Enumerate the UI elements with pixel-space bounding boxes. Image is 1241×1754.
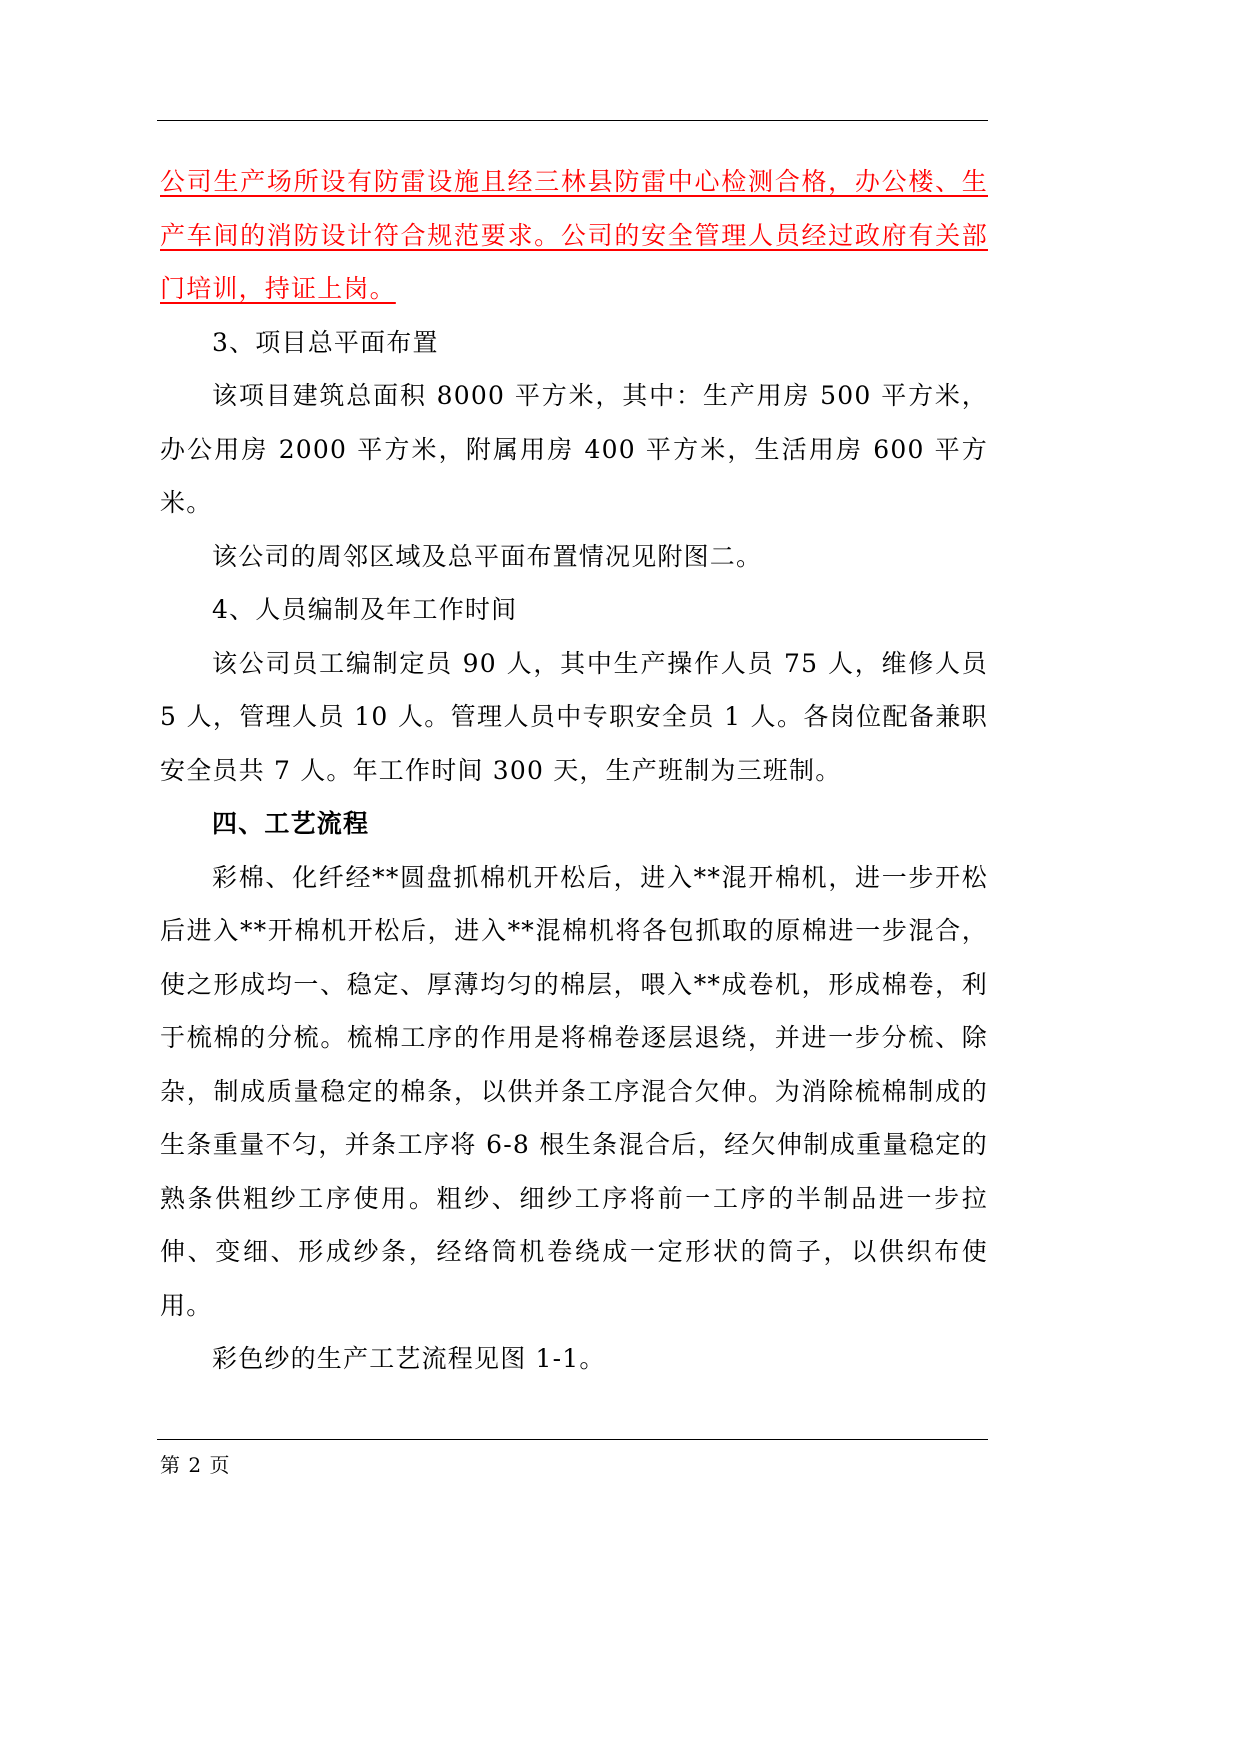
process-figure-reference: 彩色纱的生产工艺流程见图 1-1。: [212, 1344, 606, 1373]
fire-safety-paragraph: 公司生产场所设有防雷设施且经三林县防雷中心检测合格，办公楼、生产车间的消防设计符合规范要求。公司的安全管理人员经过政府有关部门培训，持证上岗。: [160, 167, 988, 303]
section-4-heading: 4、人员编制及年工作时间: [212, 595, 518, 624]
process-flow-heading: 四、工艺流程: [212, 809, 370, 838]
process-description-paragraph: 彩棉、化纤经**圆盘抓棉机开松后，进入**混开棉机，进一步开松后进入**开棉机开松后，进入**混棉机将各包抓取的原棉进一步混合，使之形成均一、稳定、厚薄均匀的棉层，喂入**成卷机，形成棉卷，利于梳棉的分梳。梳棉工序的作用是将棉卷逐层退绕，并进一步分梳、除杂，制成质量稳定的棉条，以供并条工序混合欠伸。为消除梳棉制成的生条重量不匀，并条工序将 6-8 根生条混合后，经欠伸制成重量稳定的熟条供粗纱工序使用。粗纱、细纱工序将前一工序的半制品进一步拉伸、变细、形成纱条，经络筒机卷绕成一定形状的筒子，以供织布使用。: [160, 862, 988, 1320]
document-body: [160, 155, 988, 1386]
page-number: 第 2 页: [160, 1453, 231, 1477]
staffing-paragraph: 该公司员工编制定员 90 人，其中生产操作人员 75 人，维修人员 5 人，管理人员 10 人。管理人员中专职安全员 1 人。各岗位配备兼职安全员共 7 人。年工作时间 300 天，生产班制为三班制。: [160, 648, 988, 785]
site-layout-paragraph: 该公司的周邻区域及总平面布置情况见附图二。: [212, 541, 763, 571]
section-3-heading: 3、项目总平面布置: [212, 327, 439, 357]
header-rule: [157, 120, 988, 121]
footer-rule: [157, 1439, 988, 1440]
building-area-paragraph: 该项目建筑总面积 8000 平方米，其中：生产用房 500 平方米，办公用房 2000 平方米，附属用房 400 平方米，生活用房 600 平方米。: [160, 381, 988, 517]
